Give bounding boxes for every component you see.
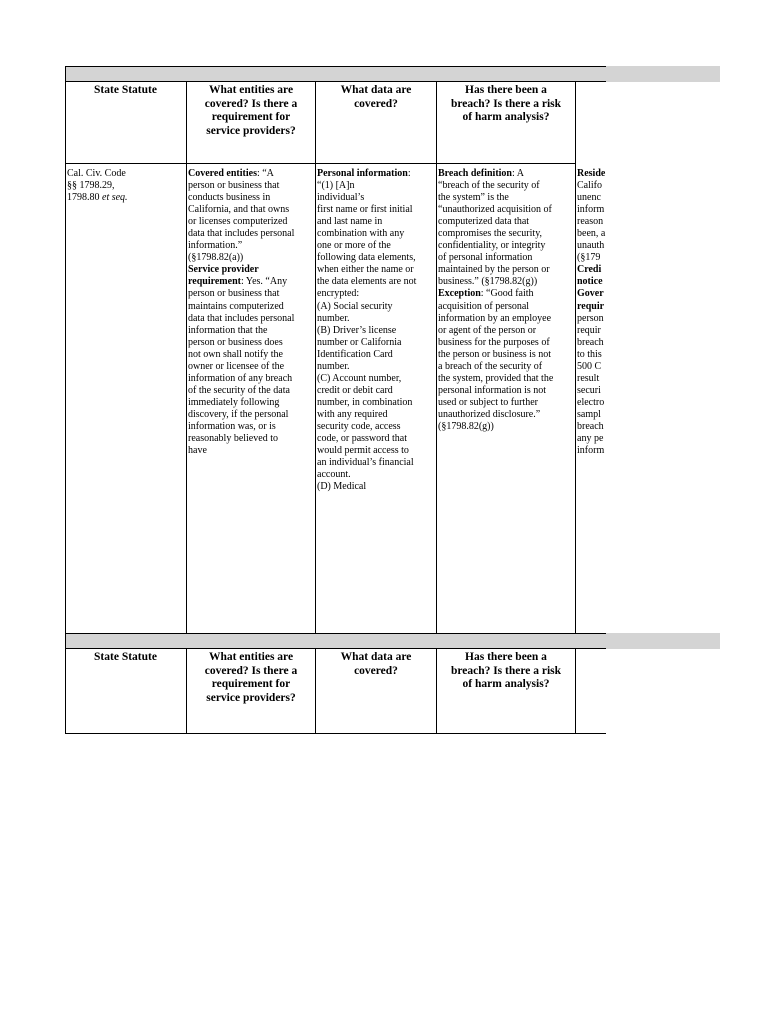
- clipped-line: (§179: [577, 252, 601, 264]
- clipped-line: unauth: [577, 240, 605, 252]
- header-row-divider: [65, 163, 576, 164]
- clipped-line: to this: [577, 348, 602, 360]
- clipped-line: inform: [577, 445, 605, 457]
- col-divider-1: [186, 82, 187, 633]
- clipped-line: been, a: [577, 228, 606, 240]
- clipped-line: any pe: [577, 433, 604, 445]
- clipped-line: securi: [577, 384, 601, 396]
- clipped-line: sampl: [577, 408, 601, 420]
- clipped-line: requir: [577, 324, 601, 336]
- header-data-covered: What data are covered?: [340, 84, 412, 110]
- cell-entities: Covered entities: “A person or business that conducts business in California, and that owns or licenses computerized data that includes personal information.” (§1798.82(a)) Service provider requirement: Yes. “Any person or business that maintains computerized data that includes personal information that the person or business does not own shall notify the owner or licensee of the information of any breach of the security of the data immediately following discovery, if the personal information was, or is reasonably believed to have: [188, 168, 295, 457]
- col-divider-3: [436, 82, 437, 633]
- clipped-line: unenc: [577, 192, 601, 204]
- cell-notice-clipped: [577, 168, 606, 457]
- header2-data-covered: What data are covered?: [340, 651, 412, 677]
- clipped-line: Califo: [577, 180, 602, 192]
- header2-breach-risk: Has there been a breach? Is there a risk of harm analysis?: [450, 651, 562, 690]
- section-band-bottom: [65, 633, 720, 649]
- clipped-line: Gover: [577, 288, 604, 300]
- table2-col-divider-4: [575, 649, 576, 734]
- clipped-line: reason: [577, 216, 604, 228]
- clipped-line: electro: [577, 396, 605, 408]
- clipped-line: 500 C: [577, 360, 602, 372]
- header-entities-covered: What entities are covered? Is there a requirement for service providers?: [204, 84, 298, 137]
- clipped-line: requir: [577, 300, 605, 312]
- clipped-line: Credi: [577, 264, 602, 276]
- col-divider-4: [575, 82, 576, 633]
- header2-entities-covered: What entities are covered? Is there a requirement for service providers?: [204, 651, 298, 704]
- cell-statute: Cal. Civ. Code §§ 1798.29, 1798.80 et seq.: [67, 168, 128, 204]
- clipped-line: breach: [577, 336, 604, 348]
- table-border-left: [65, 82, 66, 633]
- clipped-line: result: [577, 372, 600, 384]
- table2-bottom-border: [65, 733, 606, 734]
- clipped-line: notice: [577, 276, 603, 288]
- col-divider-2: [315, 82, 316, 633]
- header2-state-statute: State Statute: [94, 651, 157, 663]
- header-breach-risk: Has there been a breach? Is there a risk of harm analysis?: [450, 84, 562, 123]
- clipped-line: person: [577, 312, 604, 324]
- clipped-line: inform: [577, 204, 605, 216]
- header-state-statute: State Statute: [94, 84, 157, 96]
- cell-data-covered: Personal information: “(1) [A]n individual’s first name or first initial and last name in combination with any one or more of the following data elements, when either the name or the data elements are not encrypted: (A) Social security number. (B) Driver’s license number or California Identification Card number. (C) Account number, credit or debit card number, in combination with any required security code, access code, or password that would permit access to an individual’s financial account. (D) Medical: [317, 168, 417, 493]
- clipped-line: Reside: [577, 168, 606, 179]
- clipped-line: breach: [577, 420, 604, 432]
- cell-breach: Breach definition: A “breach of the security of the system” is the “unauthorized acquisition of computerized data that compromises the security, confidentiality, or integrity of personal information maintained by the person or business.” (§1798.82(g)) Exception: “Good faith acquisition of personal information by an employee or agent of the person or business for the purposes of the person or business is not a breach of the security of the system, provided that the personal information is not used or subject to further unauthorized disclosure.” (§1798.82(g)): [438, 168, 554, 432]
- section-band-top: [65, 66, 720, 82]
